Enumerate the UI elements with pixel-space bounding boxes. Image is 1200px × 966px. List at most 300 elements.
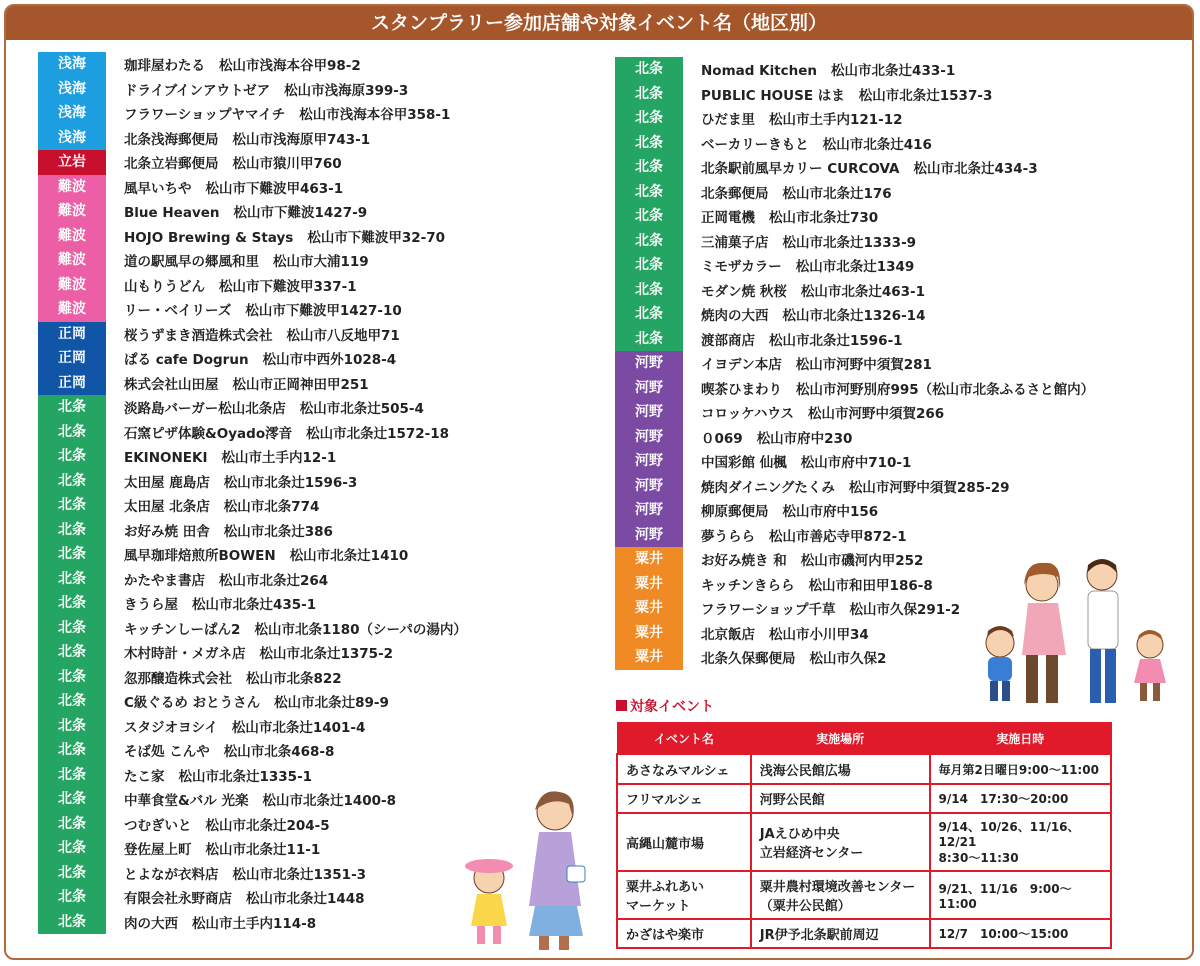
store-entry [106,593,316,613]
store-row [615,82,1094,107]
area-tag: 河野 [615,474,683,499]
store-address: 松山市和田甲186-8 [808,577,933,594]
area-tag: 北条 [38,591,106,616]
store-row [615,180,1094,205]
store-row [38,101,467,126]
events-cell: JR伊予北条駅前周辺 [751,919,930,948]
area-tag: 河野 [615,523,683,548]
store-name: 柳原郵便局 [701,504,769,521]
store-row [38,52,467,77]
store-name: 肉の大西 [124,915,178,932]
store-row [38,518,467,543]
store-address: 松山市北条辻1335-1 [178,768,313,785]
events-header-row [617,723,1111,755]
store-row [38,493,467,518]
store-entry [683,574,933,594]
store-name: 風早珈琲焙煎所BOWEN [124,548,276,565]
events-row [617,813,1111,871]
store-entry [683,255,914,275]
area-tag: 北条 [38,910,106,935]
store-address: 松山市浅海本谷甲98-2 [219,58,361,75]
area-tag: 北条 [38,665,106,690]
store-address: 松山市北条辻89-9 [274,695,389,712]
store-entry [683,451,911,471]
store-entry [683,598,960,618]
store-entry [106,569,328,589]
events-table [616,722,1112,949]
events-column-header: イベント名 [617,723,751,755]
store-entry [106,177,343,197]
store-address: 松山市北条辻433-1 [831,63,956,80]
store-row [615,400,1094,425]
store-address: 松山市善応寺甲872-1 [769,528,907,545]
area-tag: 北条 [615,327,683,352]
area-tag: 北条 [615,131,683,156]
area-tag: 北条 [38,518,106,543]
store-address: 松山市猿川甲760 [232,156,342,173]
store-name: フラワーショップ千草 [701,602,836,619]
store-name: 北条立岩郵便局 [124,156,219,173]
store-address: 松山市小川甲34 [769,626,869,643]
store-name: 太田屋 鹿島店 [124,474,210,491]
store-name: 北条久保郵便局 [701,651,796,668]
store-name: 喫茶ひまわり [701,381,782,398]
store-address: 松山市北条辻1333-9 [782,234,917,251]
store-name: 登佐屋上町 [124,842,192,859]
store-entry [106,740,334,760]
store-row [38,689,467,714]
area-tag: 河野 [615,351,683,376]
events-row [617,871,1111,919]
area-tag: 北条 [38,787,106,812]
store-entry [683,525,907,545]
store-entry [106,103,450,123]
area-tag: 北条 [615,302,683,327]
area-tag: 北条 [38,493,106,518]
store-address: 松山市北条辻1375-2 [259,646,394,663]
events-heading [616,696,714,716]
store-name: PUBLIC HOUSE はま [701,87,845,104]
store-entry [106,765,312,785]
store-row [38,199,467,224]
store-entry [683,647,886,667]
square-bullet-icon [616,700,627,711]
store-entry [106,887,365,907]
area-tag: 河野 [615,400,683,425]
store-row [38,175,467,200]
area-tag: 北条 [615,82,683,107]
store-name: 焼肉ダイニングたくみ [701,479,835,496]
family-illustration [960,545,1190,715]
store-entry [106,495,319,515]
store-entry [106,348,396,368]
store-name: Blue Heaven [124,205,220,222]
store-entry [683,353,932,373]
store-name: 北条駅前風早カリー CURCOVA [701,161,900,178]
store-entry [683,182,892,202]
store-name: 中華食堂&バル 光楽 [124,793,249,810]
store-row [38,322,467,347]
store-name: 珈琲屋わたる [124,58,205,75]
store-name: キッチンきらら [701,577,795,594]
events-row [617,754,1111,784]
store-entry [683,84,992,104]
area-tag: 粟井 [615,645,683,670]
store-address: 松山市北条辻730 [769,210,879,227]
store-address: 松山市北条辻1349 [795,259,915,276]
store-row [38,738,467,763]
area-tag: 北条 [38,444,106,469]
area-tag: 北条 [615,155,683,180]
store-address: 松山市北条辻1401-4 [231,719,366,736]
events-cell: フリマルシェ [617,784,751,813]
store-entry [106,54,361,74]
store-row [615,302,1094,327]
store-row [615,474,1094,499]
store-entry [106,446,336,466]
store-row [38,836,467,861]
store-row [38,371,467,396]
store-row [38,640,467,665]
store-address: 松山市北条822 [246,670,342,687]
store-row [615,449,1094,474]
store-name: 焼肉の大西 [701,308,769,325]
store-name: フラワーショップヤマイチ [124,107,286,124]
store-row [615,351,1094,376]
store-entry [106,471,357,491]
store-entry [106,422,449,442]
area-tag: 浅海 [38,101,106,126]
area-tag: 難波 [38,199,106,224]
area-tag: 北条 [38,738,106,763]
store-address: 松山市磯河内甲252 [800,553,924,570]
events-cell: 粟井農村環境改善センター （粟井公民館） [751,871,930,919]
store-entry [106,863,366,883]
store-entry [106,642,393,662]
store-address: 松山市北条辻1410 [289,548,409,565]
store-name: 北条浅海郵便局 [124,131,219,148]
store-address: 松山市北条辻435-1 [192,597,317,614]
page-title: スタンプラリー参加店舗や対象イベント名（地区別） [6,6,1192,40]
store-address: 松山市下難波1427-9 [233,205,368,222]
store-address: 松山市北条辻204-5 [205,817,330,834]
store-entry [106,397,424,417]
events-cell: あさなみマルシェ [617,754,751,784]
store-row [38,297,467,322]
events-cell: 毎月第2日曜日9:00～11:00 [930,754,1111,784]
store-address: 松山市正岡神田甲251 [232,376,369,393]
store-entry [683,623,869,643]
area-tag: 北条 [38,836,106,861]
store-address: 松山市浅海本谷甲358-1 [299,107,451,124]
store-entry [106,789,396,809]
store-entry [683,500,878,520]
events-cell: 9/21、11/16 9:00～11:00 [930,871,1111,919]
events-cell: 高縄山麓市場 [617,813,751,871]
store-row [38,346,467,371]
store-name: かたやま書店 [124,572,205,589]
area-tag: 北条 [38,763,106,788]
store-row [615,106,1094,131]
store-entry [683,231,916,251]
area-tag: 北条 [38,861,106,886]
area-tag: 難波 [38,273,106,298]
store-entry [106,275,357,295]
store-address: 松山市下難波甲1427-10 [245,303,402,320]
store-row [38,665,467,690]
store-address: 松山市久保291-2 [849,602,961,619]
area-tag: 北条 [38,616,106,641]
store-address: 松山市北条辻386 [223,523,333,540]
store-name: ドライブインアウトゼア [124,82,271,99]
store-name: モダン焼 秋桜 [701,283,787,300]
store-address: 松山市北条辻434-3 [913,161,1038,178]
store-name: 有限会社永野商店 [124,891,232,908]
store-address: 松山市北条辻416 [822,136,932,153]
store-address: 松山市久保2 [809,651,887,668]
store-entry [106,201,367,221]
store-entry [683,549,923,569]
store-entry [683,59,955,79]
area-tag: 北条 [38,395,106,420]
store-address: 松山市浅海原399-3 [284,82,409,99]
store-entry [106,79,408,99]
store-address: 松山市下難波甲32-70 [307,229,446,246]
store-name: ベーカリーきもと [701,136,809,153]
area-tag: 北条 [38,689,106,714]
store-address: 松山市北条辻1596-1 [769,332,903,349]
store-row [38,248,467,273]
store-entry [106,667,342,687]
area-tag: 難波 [38,248,106,273]
area-tag: 浅海 [38,77,106,102]
store-entry [683,378,1094,398]
store-name: つむぎいと [124,817,192,834]
events-cell: JAえひめ中央 立岩経済センター [751,813,930,871]
store-name: 道の駅風早の郷風和里 [124,254,259,271]
store-address: 松山市北条1180（シーパの湯内） [254,621,467,638]
store-row [615,253,1094,278]
store-address: 松山市北条辻1537-3 [858,87,993,104]
store-entry [683,427,852,447]
store-name: 木村時計・メガネ店 [124,646,246,663]
store-entry [106,324,400,344]
area-tag: 北条 [615,204,683,229]
store-name: ミモザカラー [701,259,782,276]
store-address: 松山市土手内12-1 [221,450,337,467]
store-name: そば処 こんや [124,744,210,761]
area-tag: 河野 [615,425,683,450]
area-tag: 北条 [615,229,683,254]
store-name: とよなが衣料店 [124,866,219,883]
store-row [38,812,467,837]
store-row [615,327,1094,352]
store-list-left [38,52,467,934]
store-row [38,567,467,592]
store-entry [106,128,370,148]
store-name: 夢うらら [701,528,755,545]
events-cell: 粟井ふれあい マーケット [617,871,751,919]
store-address: 松山市北条468-8 [223,744,335,761]
store-name: イヨデン本店 [701,357,782,374]
area-tag: 浅海 [38,52,106,77]
store-entry [106,226,445,246]
store-name: ０069 [701,430,743,447]
store-entry [106,814,330,834]
store-row [615,498,1094,523]
area-tag: 難波 [38,224,106,249]
area-tag: 難波 [38,175,106,200]
area-tag: 北条 [38,542,106,567]
store-address: 松山市河野中須賀266 [808,406,945,423]
store-name: お好み焼 田舎 [124,523,210,540]
store-row [38,616,467,641]
store-name: きうら屋 [124,597,178,614]
area-tag: 北条 [38,714,106,739]
store-name: 北京飯店 [701,626,755,643]
store-row [38,763,467,788]
area-tag: 粟井 [615,596,683,621]
events-cell: 9/14 17:30～20:00 [930,784,1111,813]
store-name: ひだま里 [701,112,755,129]
store-entry [106,250,369,270]
area-tag: 北条 [38,469,106,494]
store-row [38,542,467,567]
store-address: 松山市土手内121-12 [769,112,903,129]
store-row [615,523,1094,548]
area-tag: 北条 [615,106,683,131]
area-tag: 立岩 [38,150,106,175]
store-address: 松山市府中230 [756,430,853,447]
store-name: 中国彩館 仙楓 [701,455,787,472]
store-address: 松山市中西外1028-4 [262,352,397,369]
events-heading-text: 対象イベント [630,699,714,715]
events-cell: 河野公民館 [751,784,930,813]
area-tag: 正岡 [38,322,106,347]
store-name: HOJO Brewing & Stays [124,229,294,246]
store-row [38,787,467,812]
store-row [615,155,1094,180]
store-name: キッチンしーぱん2 [124,621,241,638]
store-entry [683,280,925,300]
area-tag: 北条 [38,885,106,910]
store-entry [106,618,467,638]
store-name: 三浦菓子店 [701,234,769,251]
store-row [38,714,467,739]
store-entry [106,373,369,393]
store-address: 松山市北条辻463-1 [800,283,926,300]
store-entry [683,304,925,324]
store-row [38,591,467,616]
store-row [615,425,1094,450]
store-row [38,444,467,469]
store-name: C級ぐるめ おとうさん [124,695,261,712]
store-address: 松山市浅海原甲743-1 [232,131,371,148]
store-address: 松山市北条辻1326-14 [782,308,926,325]
area-tag: 粟井 [615,547,683,572]
events-row [617,784,1111,813]
area-tag: 北条 [38,812,106,837]
store-row [38,910,467,935]
area-tag: 北条 [38,567,106,592]
store-name: 北条郵便局 [701,185,769,202]
store-address: 松山市北条辻1448 [246,891,365,908]
store-entry [683,402,944,422]
store-row [38,77,467,102]
store-name: EKINONEKI [124,450,208,467]
store-name: 正岡電機 [701,210,755,227]
mother-child-illustration [455,786,595,956]
store-name: 淡路島バーガー松山北条店 [124,401,286,418]
store-entry [683,133,932,153]
store-address: 松山市北条辻1351-3 [232,866,367,883]
store-address: 松山市河野別府995（松山市北条ふるさと館内） [796,381,1095,398]
store-name: お好み焼き 和 [701,553,787,570]
store-row [615,278,1094,303]
store-address: 松山市府中156 [782,504,879,521]
store-entry [683,108,903,128]
store-address: 松山市北条辻505-4 [299,401,424,418]
store-row [38,395,467,420]
area-tag: 北条 [38,420,106,445]
store-row [615,57,1094,82]
store-row [38,273,467,298]
store-address: 松山市北条辻1572-18 [306,425,450,442]
store-entry [683,157,1038,177]
store-address: 松山市下難波甲337-1 [219,278,357,295]
store-address: 松山市大浦119 [273,254,369,271]
area-tag: 河野 [615,376,683,401]
store-address: 松山市下難波甲463-1 [205,180,344,197]
store-row [38,861,467,886]
events-column-header: 実施場所 [751,723,930,755]
store-entry [683,206,878,226]
store-name: Nomad Kitchen [701,63,818,80]
area-tag: 正岡 [38,346,106,371]
store-entry [106,912,316,932]
store-address: 松山市北条辻1400-8 [262,793,397,810]
store-name: 株式会社山田屋 [124,376,219,393]
store-row [38,469,467,494]
store-row [615,131,1094,156]
store-address: 松山市土手内114-8 [192,915,317,932]
store-row [38,150,467,175]
area-tag: 難波 [38,297,106,322]
events-column-header: 実施日時 [930,723,1111,755]
store-address: 松山市北条辻176 [782,185,892,202]
store-name: スタジオヨシイ [124,719,218,736]
store-address: 松山市府中710-1 [800,455,912,472]
events-cell: かざはや楽市 [617,919,751,948]
store-row [38,224,467,249]
events-cell: 浅海公民館広場 [751,754,930,784]
store-address: 松山市河野中須賀281 [795,357,932,374]
store-row [38,885,467,910]
store-name: リー・ベイリーズ [124,303,232,320]
store-entry [106,152,342,172]
store-entry [106,716,365,736]
store-entry [106,838,320,858]
store-address: 松山市北条辻264 [219,572,329,589]
store-entry [683,329,903,349]
store-address: 松山市河野中須賀285-29 [848,479,1010,496]
store-address: 松山市北条774 [223,499,320,516]
store-name: 太田屋 北条店 [124,499,210,516]
store-name: 渡部商店 [701,332,755,349]
store-name: 風早いちや [124,180,192,197]
area-tag: 北条 [615,253,683,278]
area-tag: 粟井 [615,572,683,597]
